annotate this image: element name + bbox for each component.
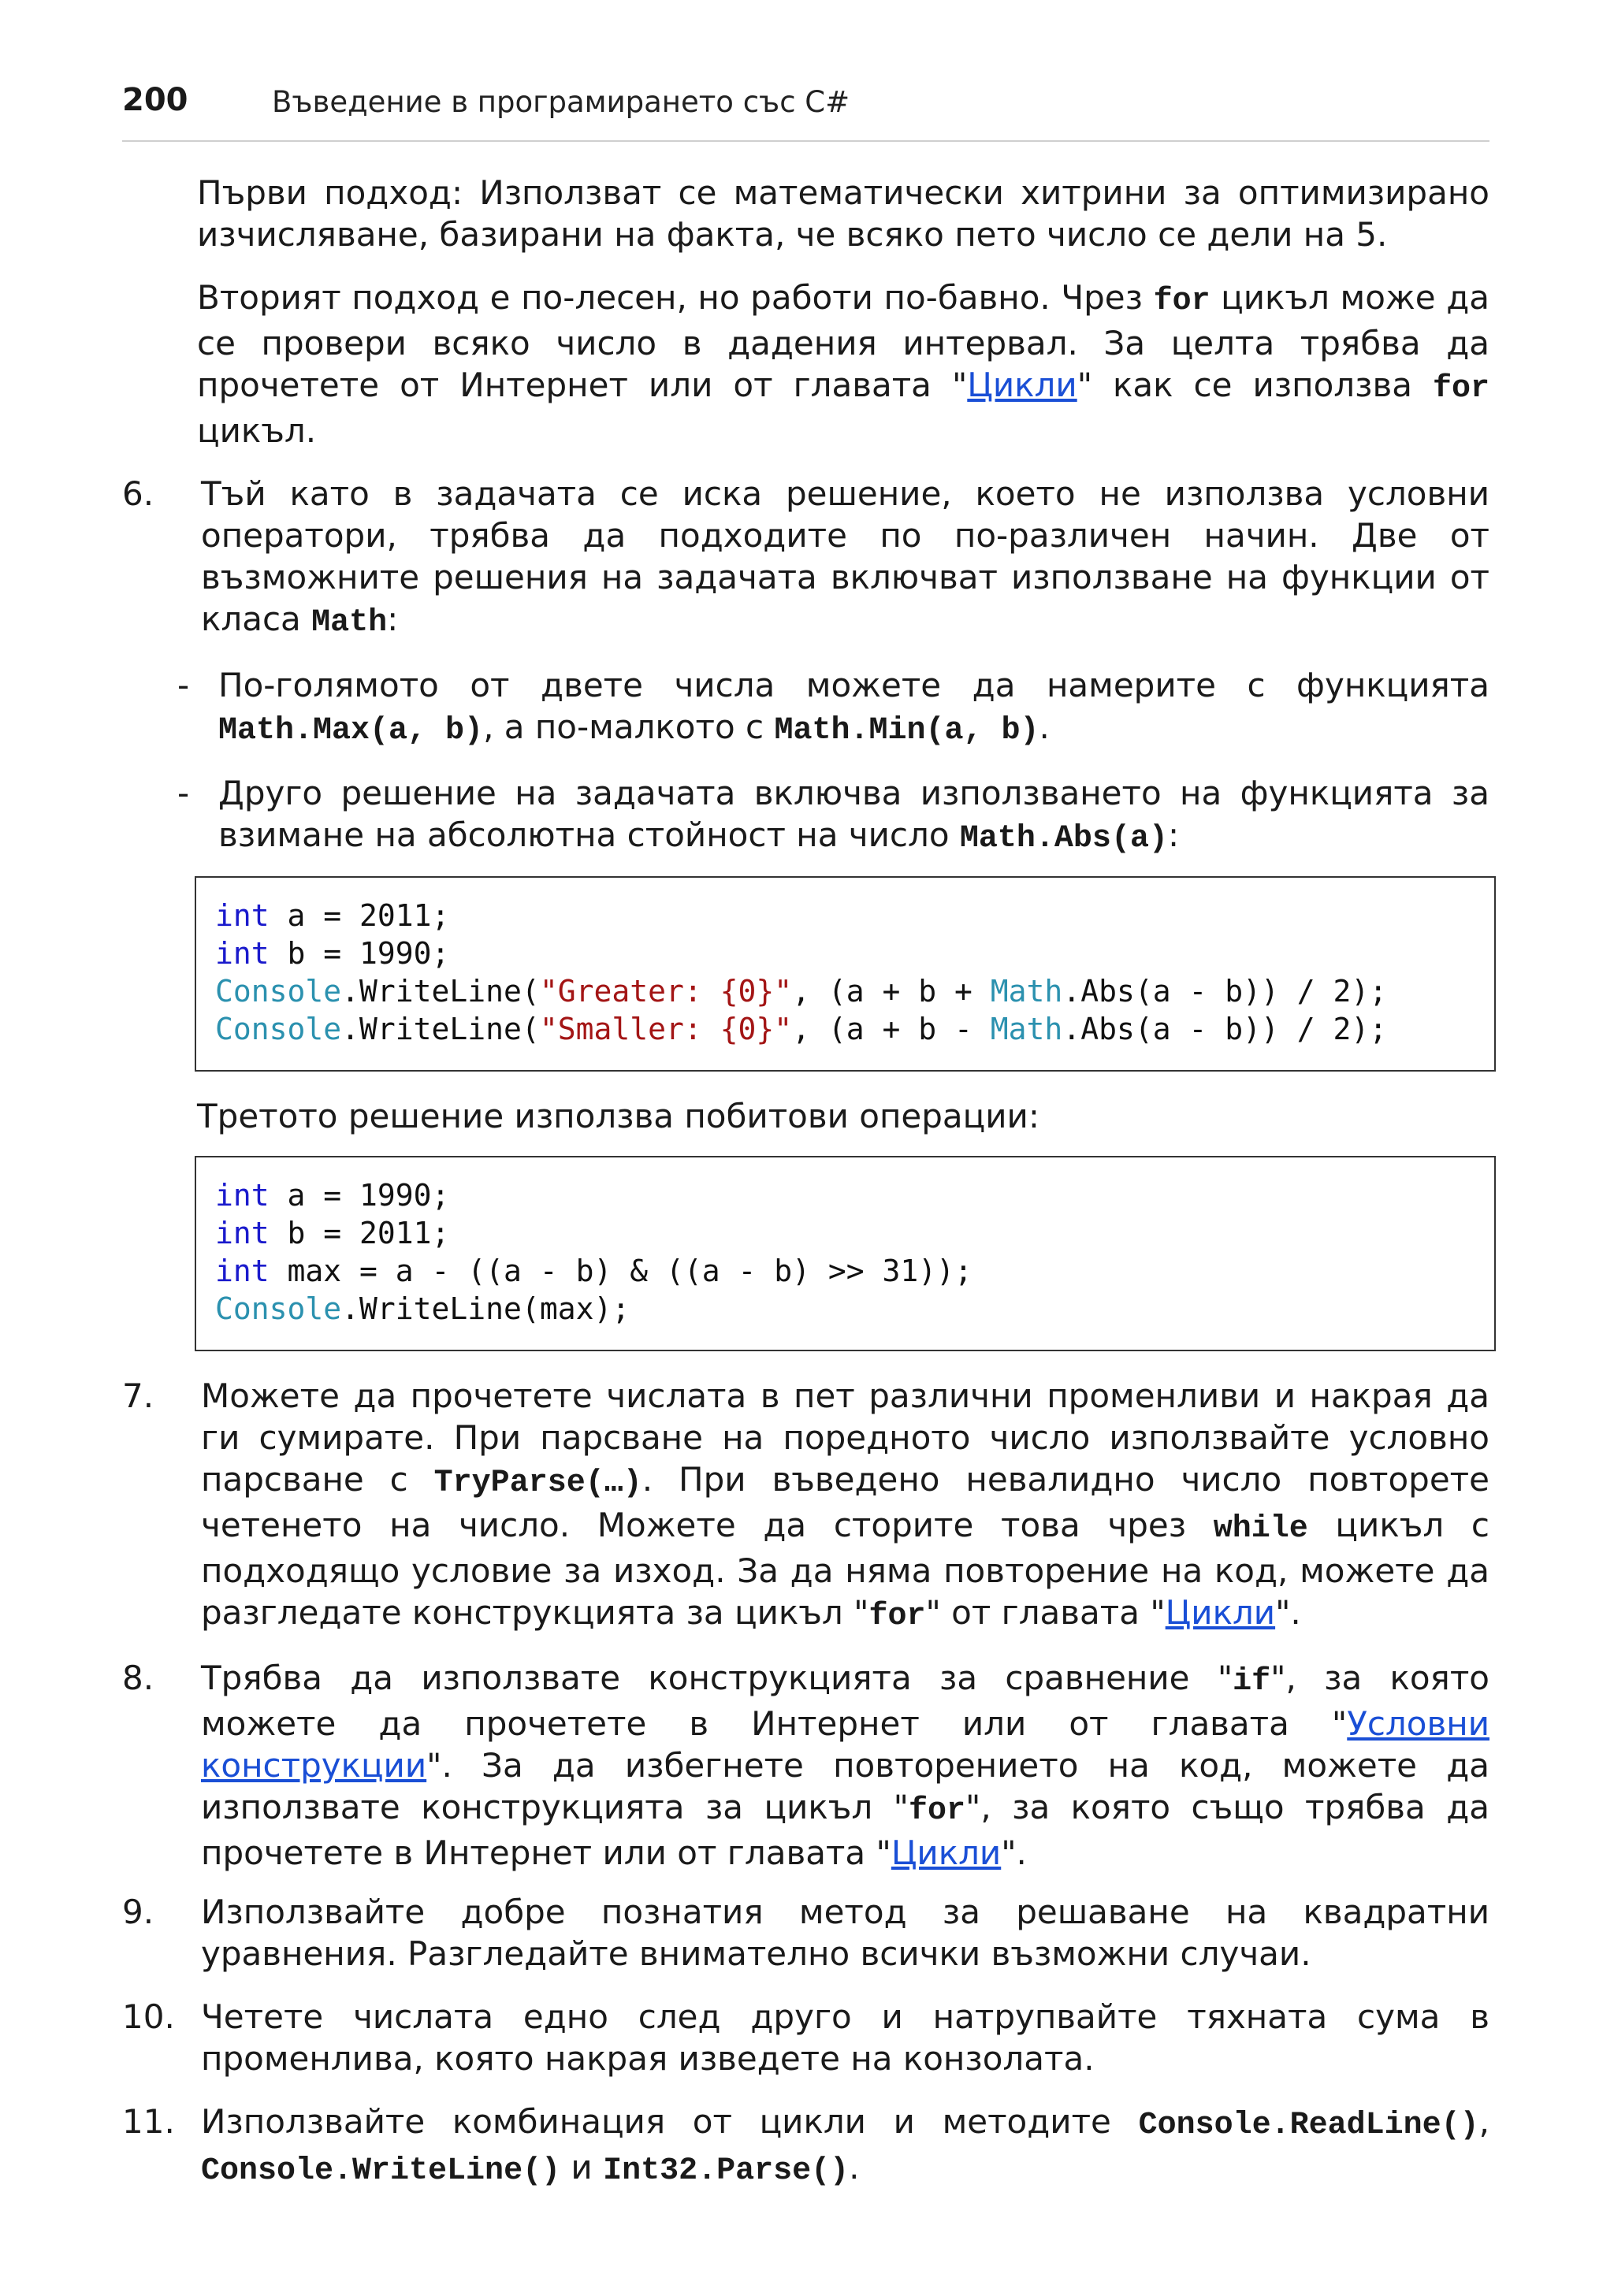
inline-code: Console.WriteLine() bbox=[201, 2153, 561, 2189]
code-line: int max = a - ((a - b) & ((a - b) >> 31)); bbox=[215, 1254, 972, 1288]
code-block-abs bbox=[195, 876, 1496, 1072]
link-conditional-statements[interactable]: Условни конструкции bbox=[201, 1704, 1489, 1785]
inline-code: for bbox=[908, 1793, 965, 1829]
inline-code: Int32.Parse() bbox=[603, 2153, 850, 2189]
link-loops[interactable]: Цикли bbox=[967, 366, 1077, 404]
paragraph-second-approach: Вторият подход е по-лесен, но работи по-бавно. Чрез for цикъл може да се провери всяко число в дадения интервал. За целта трябва да прочетете от Интернет или от главата "Цикли" как се използва for цикъл. bbox=[197, 278, 1489, 450]
list-item-10: 10. Четете числата едно след друго и натрупвайте тяхната сума в променлива, която накрая изведете на конзолата. bbox=[122, 1997, 1489, 2078]
code-line: Console.WriteLine("Greater: {0}", (a + b + Math.Abs(a - b)) / 2); bbox=[215, 974, 1388, 1009]
inline-code: TryParse(…) bbox=[433, 1466, 642, 1501]
page-header bbox=[122, 79, 1489, 142]
code-line: Console.WriteLine("Smaller: {0}", (a + b - Math.Abs(a - b)) / 2); bbox=[215, 1012, 1388, 1046]
bullet-item-max-min: - По-голямото от двете числа можете да намерите с функцията Math.Max(a, b), а по-малкото с Math.Min(a, b). bbox=[177, 666, 1489, 749]
book-title: Въведение в програмирането със C# bbox=[272, 85, 850, 119]
code-block-bitwise bbox=[195, 1156, 1496, 1351]
list-item-6: 6. Тъй като в задачата се иска решение, което не използва условни оператори, трябва да подходите по по-различен начин. Две от възможните решения на задачата включват използване на функции от класа Math: bbox=[122, 474, 1489, 641]
inline-code: for bbox=[868, 1599, 926, 1634]
code-line: int b = 1990; bbox=[215, 936, 450, 971]
page-number: 200 bbox=[122, 82, 188, 118]
list-item-8: 8. Трябва да използвате конструкцията за сравнение "if", за която можете да прочетете в Интернет или от главата "Условни конструкции". За да избегнете повторението на код, можете да използвате конструкцията за цикъл "for", за която също трябва да прочетете в Интернет или от главата "Цикли". bbox=[122, 1659, 1489, 1872]
list-item-9: 9. Използвайте добре познатия метод за решаване на квадратни уравнения. Разгледайте внимателно всички възможни случаи. bbox=[122, 1893, 1489, 1973]
inline-code: Math.Min(a, b) bbox=[774, 713, 1039, 749]
code-line: int a = 2011; bbox=[215, 898, 450, 933]
inline-code: Math.Max(a, b) bbox=[218, 713, 484, 749]
inline-code: Math.Abs(a) bbox=[959, 821, 1168, 856]
inline-code: for bbox=[1153, 284, 1210, 319]
list-number: 6. bbox=[122, 474, 154, 513]
list-number: 9. bbox=[122, 1893, 154, 1931]
inline-code: while bbox=[1213, 1511, 1308, 1547]
list-item-11: 11. Използвайте комбинация от цикли и методите Console.ReadLine(), Console.WriteLine() и Int32.Parse(). bbox=[122, 2102, 1489, 2189]
link-loops[interactable]: Цикли bbox=[1165, 1593, 1276, 1632]
list-item-7: 7. Можете да прочетете числата в пет различни променливи и накрая да ги сумирате. При парсване на поредното число използвайте условно парсване с TryParse(…). При въведено невалидно число повторете четенето на число. Можете да сторите това чрез while цикъл с подходящо условие за изход. За да няма повторение на код, можете да разгледате конструкцията за цикъл "for" от главата "Цикли". bbox=[122, 1376, 1489, 1634]
link-loops[interactable]: Цикли bbox=[891, 1833, 1002, 1872]
code-line: Console.WriteLine(max); bbox=[215, 1291, 630, 1326]
bullet-dash: - bbox=[177, 666, 190, 704]
list-number: 8. bbox=[122, 1659, 154, 1697]
list-number: 7. bbox=[122, 1376, 154, 1415]
paragraph-bitwise: Третото решение използва побитови операции: bbox=[197, 1097, 1039, 1135]
inline-code: for bbox=[1432, 371, 1489, 407]
paragraph-first-approach: Първи подход: Използват се математически хитрини за оптимизирано изчисляване, базирани на факта, че всяко пето число се дели на 5. bbox=[197, 173, 1489, 254]
code-line: int b = 2011; bbox=[215, 1216, 450, 1250]
bullet-dash: - bbox=[177, 774, 190, 812]
inline-code: Console.ReadLine() bbox=[1138, 2108, 1479, 2143]
inline-code: if bbox=[1233, 1664, 1271, 1700]
list-number: 11. bbox=[122, 2102, 175, 2141]
bullet-item-abs: - Друго решение на задачата включва използването на функцията за взимане на абсолютна стойност на число Math.Abs(a): bbox=[177, 774, 1489, 856]
list-number: 10. bbox=[122, 1997, 175, 2036]
inline-code: Math bbox=[311, 605, 388, 641]
code-line: int a = 1990; bbox=[215, 1178, 450, 1213]
